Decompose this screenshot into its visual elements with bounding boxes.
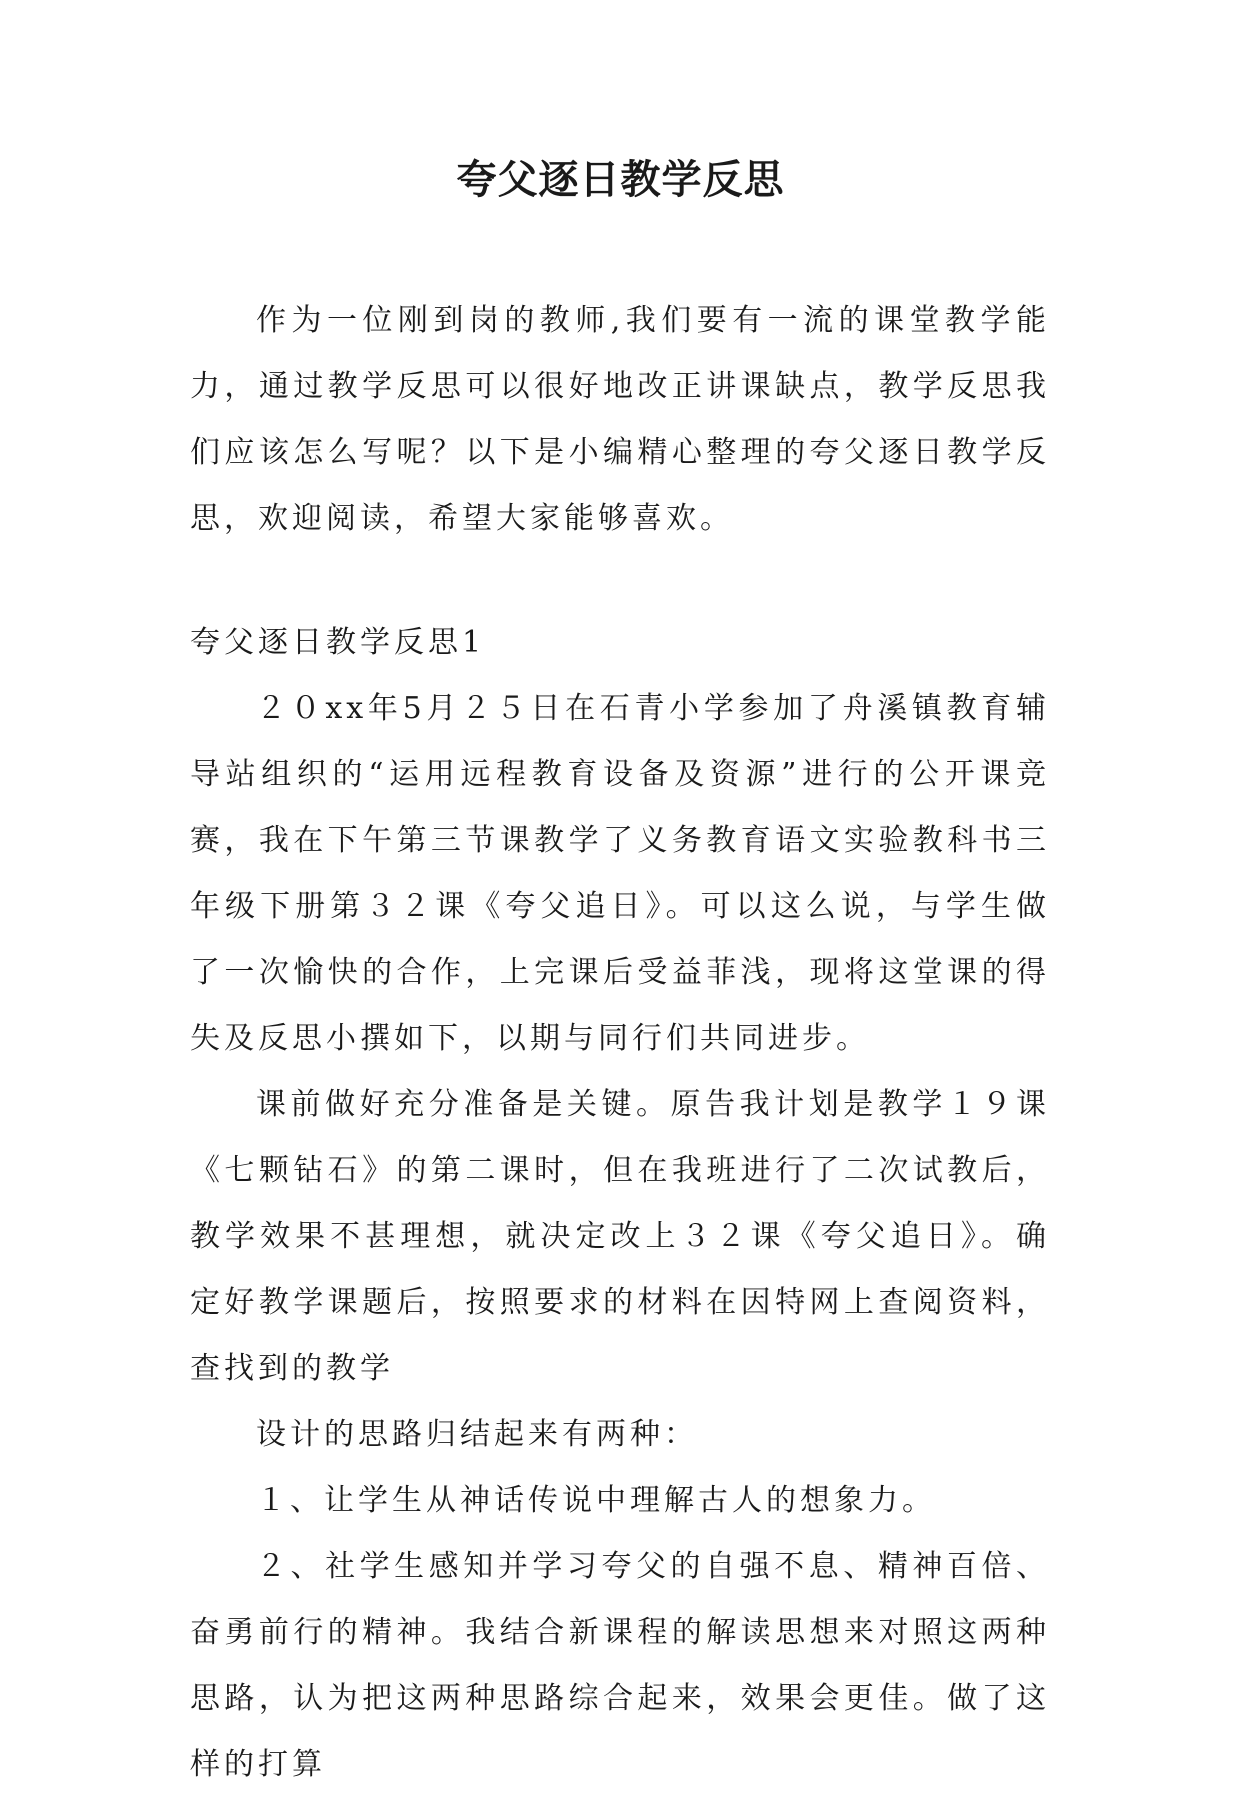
intro-paragraph: 作为一位刚到岗的教师,我们要有一流的课堂教学能力，通过教学反思可以很好地改正讲课缺点，教学反思我们应该怎么写呢？以下是小编精心整理的夸父逐日教学反思，欢迎阅读，希望大家能够喜欢。: [190, 303, 1050, 536]
list-item: １、让学生从神话传说中理解古人的想象力。: [256, 1483, 936, 1518]
section-heading: 夸父逐日教学反思1: [190, 625, 486, 660]
body-paragraph: 课前做好充分准备是关键。原告我计划是教学１９课《七颗钻石》的第二课时，但在我班进行了二次试教后，教学效果不甚理想，就决定改上３２课《夸父追日》。确定好教学课题后，按照要求的材料在因特网上查阅资料，查找到的教学: [190, 1087, 1050, 1386]
list-item: ２、社学生感知并学习夸父的自强不息、精神百倍、奋勇前行的精神。我结合新课程的解读思想来对照这两种思路，认为把这两种思路综合起来，效果会更佳。做了这样的打算: [190, 1549, 1050, 1782]
body-paragraph: ２０xx年5月２５日在石青小学参加了舟溪镇教育辅导站组织的“运用远程教育设备及资源”进行的公开课竞赛，我在下午第三节课教学了义务教育语文实验教科书三年级下册第３２课《夸父追日》。可以这么说，与学生做了一次愉快的合作，上完课后受益菲浅，现将这堂课的得失及反思小撰如下，以期与同行们共同进步。: [190, 691, 1050, 1056]
body-paragraph: 设计的思路归结起来有两种：: [256, 1417, 698, 1452]
document-title: 夸父逐日教学反思: [456, 157, 785, 203]
document-body: [190, 288, 1050, 1798]
